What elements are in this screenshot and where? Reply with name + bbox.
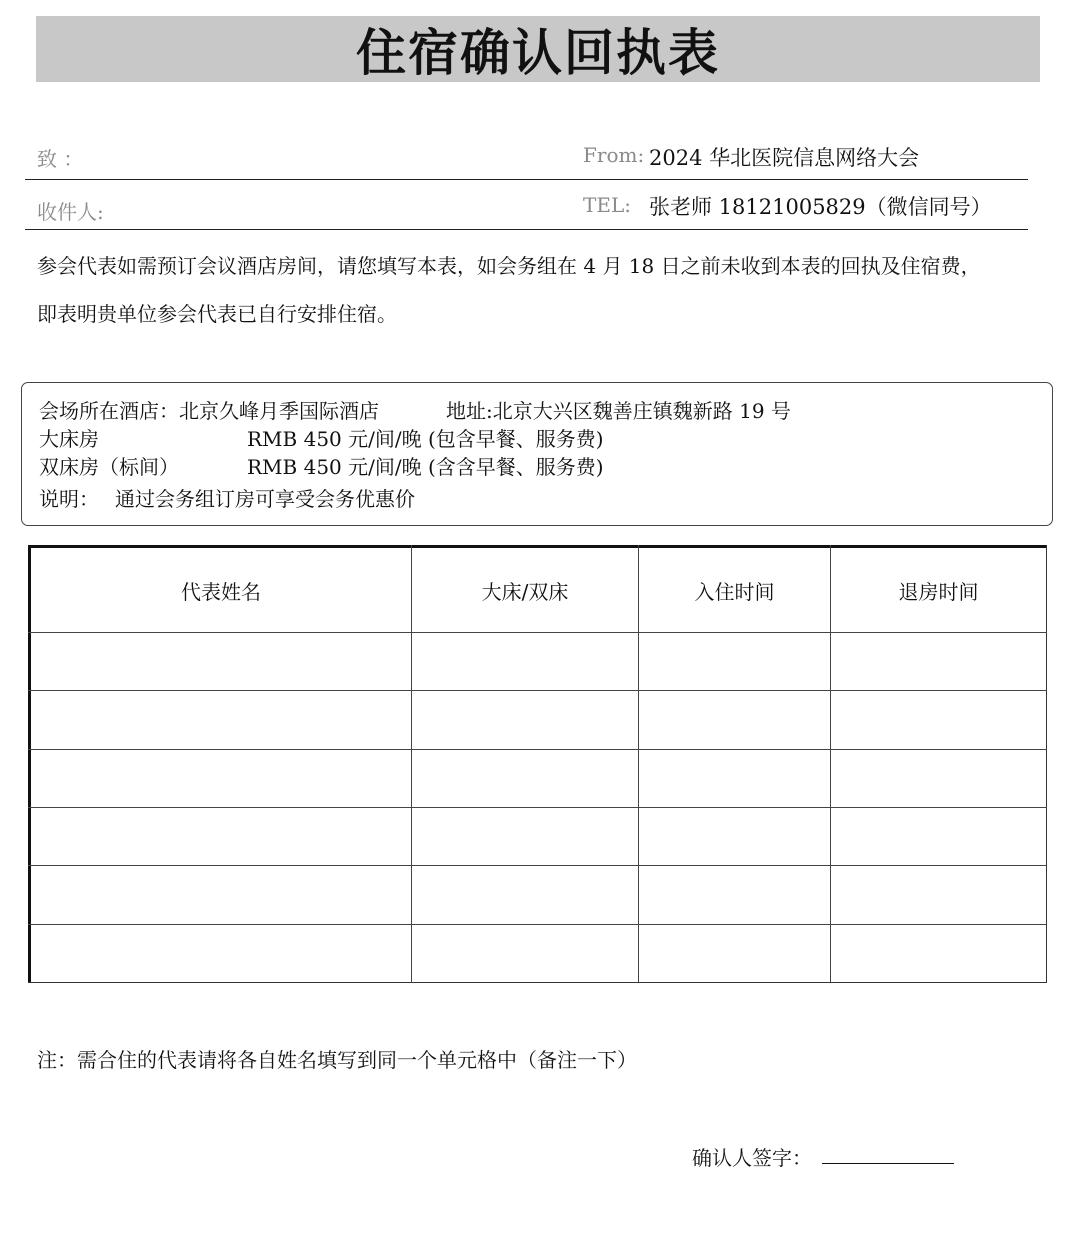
header-delegate-name: 代表姓名	[181, 579, 261, 604]
row-divider	[28, 690, 1047, 691]
room-price-king: RMB 450 元/间/晚 (包含早餐、服务费)	[247, 427, 604, 451]
row-divider	[28, 807, 1047, 808]
header-room-type: 大床/双床	[481, 579, 569, 604]
room-name-king: 大床房	[39, 427, 99, 451]
note-label: 说明：	[39, 487, 99, 511]
note-text: 通过会务组订房可享受会务优惠价	[115, 487, 415, 511]
header-divider	[25, 179, 1028, 180]
from-value: 2024 华北医院信息网络大会	[649, 146, 920, 170]
hotel-info-box	[21, 382, 1053, 526]
row-divider	[28, 749, 1047, 750]
room-price-twin: RMB 450 元/间/晚 (含含早餐、服务费)	[247, 455, 604, 479]
header-bottom-divider	[25, 229, 1028, 230]
tel-label: TEL:	[583, 193, 631, 217]
from-label: From:	[583, 143, 645, 167]
booking-table	[28, 545, 1047, 983]
intro-line-2: 即表明贵单位参会代表已自行安排住宿。	[37, 302, 397, 326]
to-label: 致 ：	[37, 147, 84, 171]
header-check-out: 退房时间	[898, 579, 979, 604]
signature-line	[822, 1163, 954, 1164]
header-check-in: 入住时间	[694, 579, 775, 604]
room-name-twin: 双床房（标间）	[39, 455, 179, 479]
row-divider	[28, 865, 1047, 866]
tel-value: 张老师 18121005829（微信同号）	[649, 195, 992, 219]
recipient-label: 收件人:	[37, 200, 104, 224]
hotel-name: 会场所在酒店：北京久峰月季国际酒店	[39, 399, 379, 423]
table-border-right	[1046, 545, 1047, 983]
table-border-bottom	[28, 982, 1047, 983]
row-divider	[28, 924, 1047, 925]
hotel-address: 地址:北京大兴区魏善庄镇魏新路 19 号	[446, 399, 791, 423]
footer-note: 注：需合住的代表请将各自姓名填写到同一个单元格中（备注一下）	[37, 1048, 637, 1072]
intro-line-1: 参会代表如需预订会议酒店房间，请您填写本表，如会务组在 4 月 18 日之前未收到本表的回执及住宿费，	[37, 254, 981, 278]
page-title: 住宿确认回执表	[356, 24, 720, 82]
title-bar	[36, 16, 1040, 82]
signature-label: 确认人签字：	[692, 1146, 812, 1170]
row-divider	[28, 632, 1047, 633]
